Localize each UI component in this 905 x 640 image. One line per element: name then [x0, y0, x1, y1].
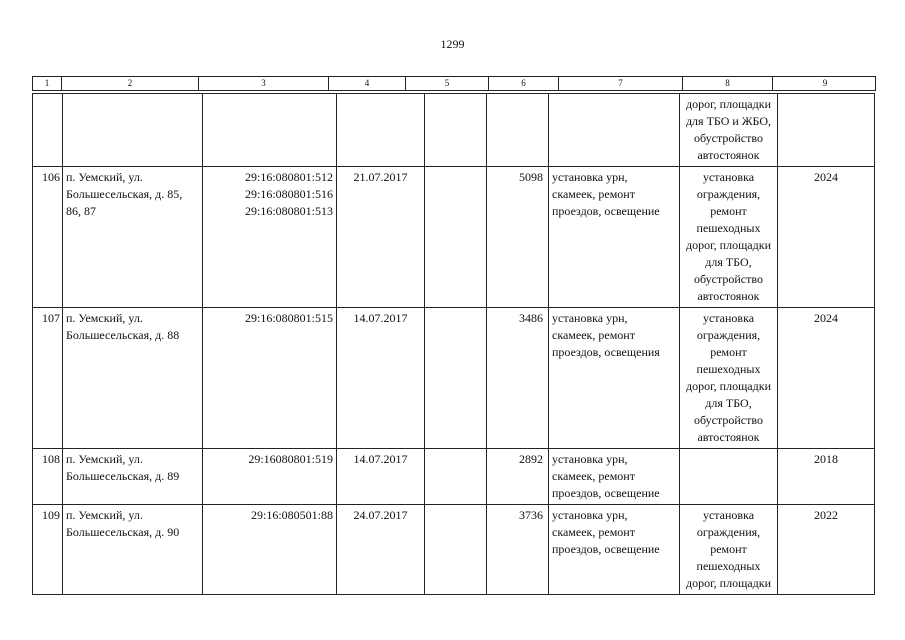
page-number: 1299 [440, 37, 465, 51]
col-number-6: 6 [489, 77, 559, 90]
additional-works-cell-line: ограждения, [696, 187, 761, 201]
col-number-2: 2 [62, 77, 199, 90]
works-cell-line: скамеек, ремонт [552, 328, 635, 342]
address-cell-line: Большесельская, д. 88 [66, 328, 180, 342]
col-number-3: 3 [199, 77, 329, 90]
additional-works-cell-line: ограждения, [696, 328, 761, 342]
col-number-9: 9 [822, 78, 828, 88]
cadastral-cell-line: 29:16:080801:516 [244, 187, 333, 201]
cadastral-cell-line: 29:16:080501:88 [250, 508, 333, 522]
address-cell-line: Большесельская, д. 89 [66, 469, 180, 483]
works-cell [549, 167, 680, 308]
objects-table [32, 93, 875, 595]
year-cell: 2024 [778, 167, 875, 308]
cadastral-cell-line: 29:16:080801:512 [244, 170, 333, 184]
additional-works-cell-line: обустройство [694, 272, 763, 286]
additional-works-cell-line: автостоянок [697, 148, 760, 162]
additional-works-cell-line: пешеходных [696, 362, 761, 376]
address-cell-line: 86, 87 [66, 204, 96, 218]
row-number: 109 [33, 505, 63, 595]
address-cell [63, 505, 203, 595]
additional-works-cell-line: для ТБО, [705, 255, 752, 269]
address-cell-line: Большесельская, д. 90 [66, 525, 180, 539]
address-cell-line: п. Уемский, ул. [66, 452, 143, 466]
date-cell: 24.07.2017 [337, 505, 425, 595]
address-cell [63, 167, 203, 308]
table-row [33, 167, 875, 308]
table-row [33, 308, 875, 449]
area-cell [487, 94, 549, 167]
additional-works-cell-line: установка [702, 170, 755, 184]
additional-works-cell-line: ремонт [710, 542, 747, 556]
additional-works-cell [680, 167, 778, 308]
col5-cell [425, 449, 487, 505]
address-cell-line: п. Уемский, ул. [66, 170, 143, 184]
works-cell-line: установка урн, [552, 311, 628, 325]
row-number: 108 [33, 449, 63, 505]
additional-works-cell-line: ремонт [710, 204, 747, 218]
area-cell: 2892 [487, 449, 549, 505]
col-number-8: 8 [683, 77, 773, 90]
works-cell-line: проездов, освещение [552, 204, 660, 218]
works-cell [549, 449, 680, 505]
date-cell [337, 94, 425, 167]
col-number-7: 7 [559, 77, 683, 90]
additional-works-cell-line: дорог, площадки [685, 576, 771, 590]
cadastral-cell [203, 308, 337, 449]
additional-works-cell-line: дорог, площадки [685, 97, 771, 111]
row-number: 107 [33, 308, 63, 449]
year-cell: 2024 [778, 308, 875, 449]
works-cell-line: скамеек, ремонт [552, 187, 635, 201]
additional-works-cell-line: дорог, площадки [685, 238, 771, 252]
address-cell [63, 308, 203, 449]
works-cell-line: скамеек, ремонт [552, 525, 635, 539]
works-cell-line: проездов, освещение [552, 542, 660, 556]
additional-works-cell-line: пешеходных [696, 221, 761, 235]
cadastral-cell-line: 29:16080801:519 [248, 452, 333, 466]
year-cell [778, 94, 875, 167]
works-cell-line: проездов, освещение [552, 486, 660, 500]
cadastral-cell-line: 29:16:080801:515 [244, 311, 333, 325]
works-cell-line: установка урн, [552, 508, 628, 522]
cadastral-cell [203, 505, 337, 595]
address-cell [63, 449, 203, 505]
additional-works-cell-line: автостоянок [697, 289, 760, 303]
col-number-1: 1 [33, 77, 62, 90]
additional-works-cell [680, 505, 778, 595]
additional-works-cell-line: обустройство [694, 413, 763, 427]
col5-cell [425, 505, 487, 595]
additional-works-cell-line: установка [702, 311, 755, 325]
additional-works-cell-line: ограждения, [696, 525, 761, 539]
additional-works-cell-line: для ТБО и ЖБО, [685, 114, 772, 128]
col-number-5: 5 [406, 77, 489, 90]
additional-works-cell-line: обустройство [694, 131, 763, 145]
additional-works-cell [680, 449, 778, 505]
additional-works-cell [680, 308, 778, 449]
date-cell: 14.07.2017 [337, 308, 425, 449]
cadastral-cell [203, 94, 337, 167]
works-cell-line: проездов, освещения [552, 345, 660, 359]
works-cell [549, 505, 680, 595]
additional-works-cell-line: для ТБО, [705, 396, 752, 410]
col-number-4: 4 [329, 77, 406, 90]
year-cell: 2018 [778, 449, 875, 505]
address-cell-line: п. Уемский, ул. [66, 311, 143, 325]
works-cell-line: установка урн, [552, 170, 628, 184]
works-cell-line: скамеек, ремонт [552, 469, 635, 483]
col5-cell [425, 308, 487, 449]
table-row [33, 94, 875, 167]
works-cell-line: установка урн, [552, 452, 628, 466]
address-cell-line: п. Уемский, ул. [66, 508, 143, 522]
additional-works-cell [680, 94, 778, 167]
date-cell: 21.07.2017 [337, 167, 425, 308]
cadastral-cell-line: 29:16:080801:513 [244, 204, 333, 218]
table-body [33, 94, 875, 595]
additional-works-cell-line: дорог, площадки [685, 379, 771, 393]
works-cell [549, 308, 680, 449]
table-row [33, 505, 875, 595]
table-row [33, 449, 875, 505]
additional-works-cell-line: установка [702, 508, 755, 522]
cadastral-cell [203, 167, 337, 308]
area-cell: 5098 [487, 167, 549, 308]
additional-works-cell-line: автостоянок [697, 430, 760, 444]
address-cell [63, 94, 203, 167]
area-cell: 3486 [487, 308, 549, 449]
col5-cell [425, 94, 487, 167]
address-cell-line: Большесельская, д. 85, [66, 187, 183, 201]
date-cell: 14.07.2017 [337, 449, 425, 505]
col5-cell [425, 167, 487, 308]
year-cell: 2022 [778, 505, 875, 595]
table-column-numbers [32, 76, 876, 91]
works-cell [549, 94, 680, 167]
row-number: 106 [33, 167, 63, 308]
additional-works-cell-line: пешеходных [696, 559, 761, 573]
cadastral-cell [203, 449, 337, 505]
row-number [33, 94, 63, 167]
area-cell: 3736 [487, 505, 549, 595]
additional-works-cell-line: ремонт [710, 345, 747, 359]
